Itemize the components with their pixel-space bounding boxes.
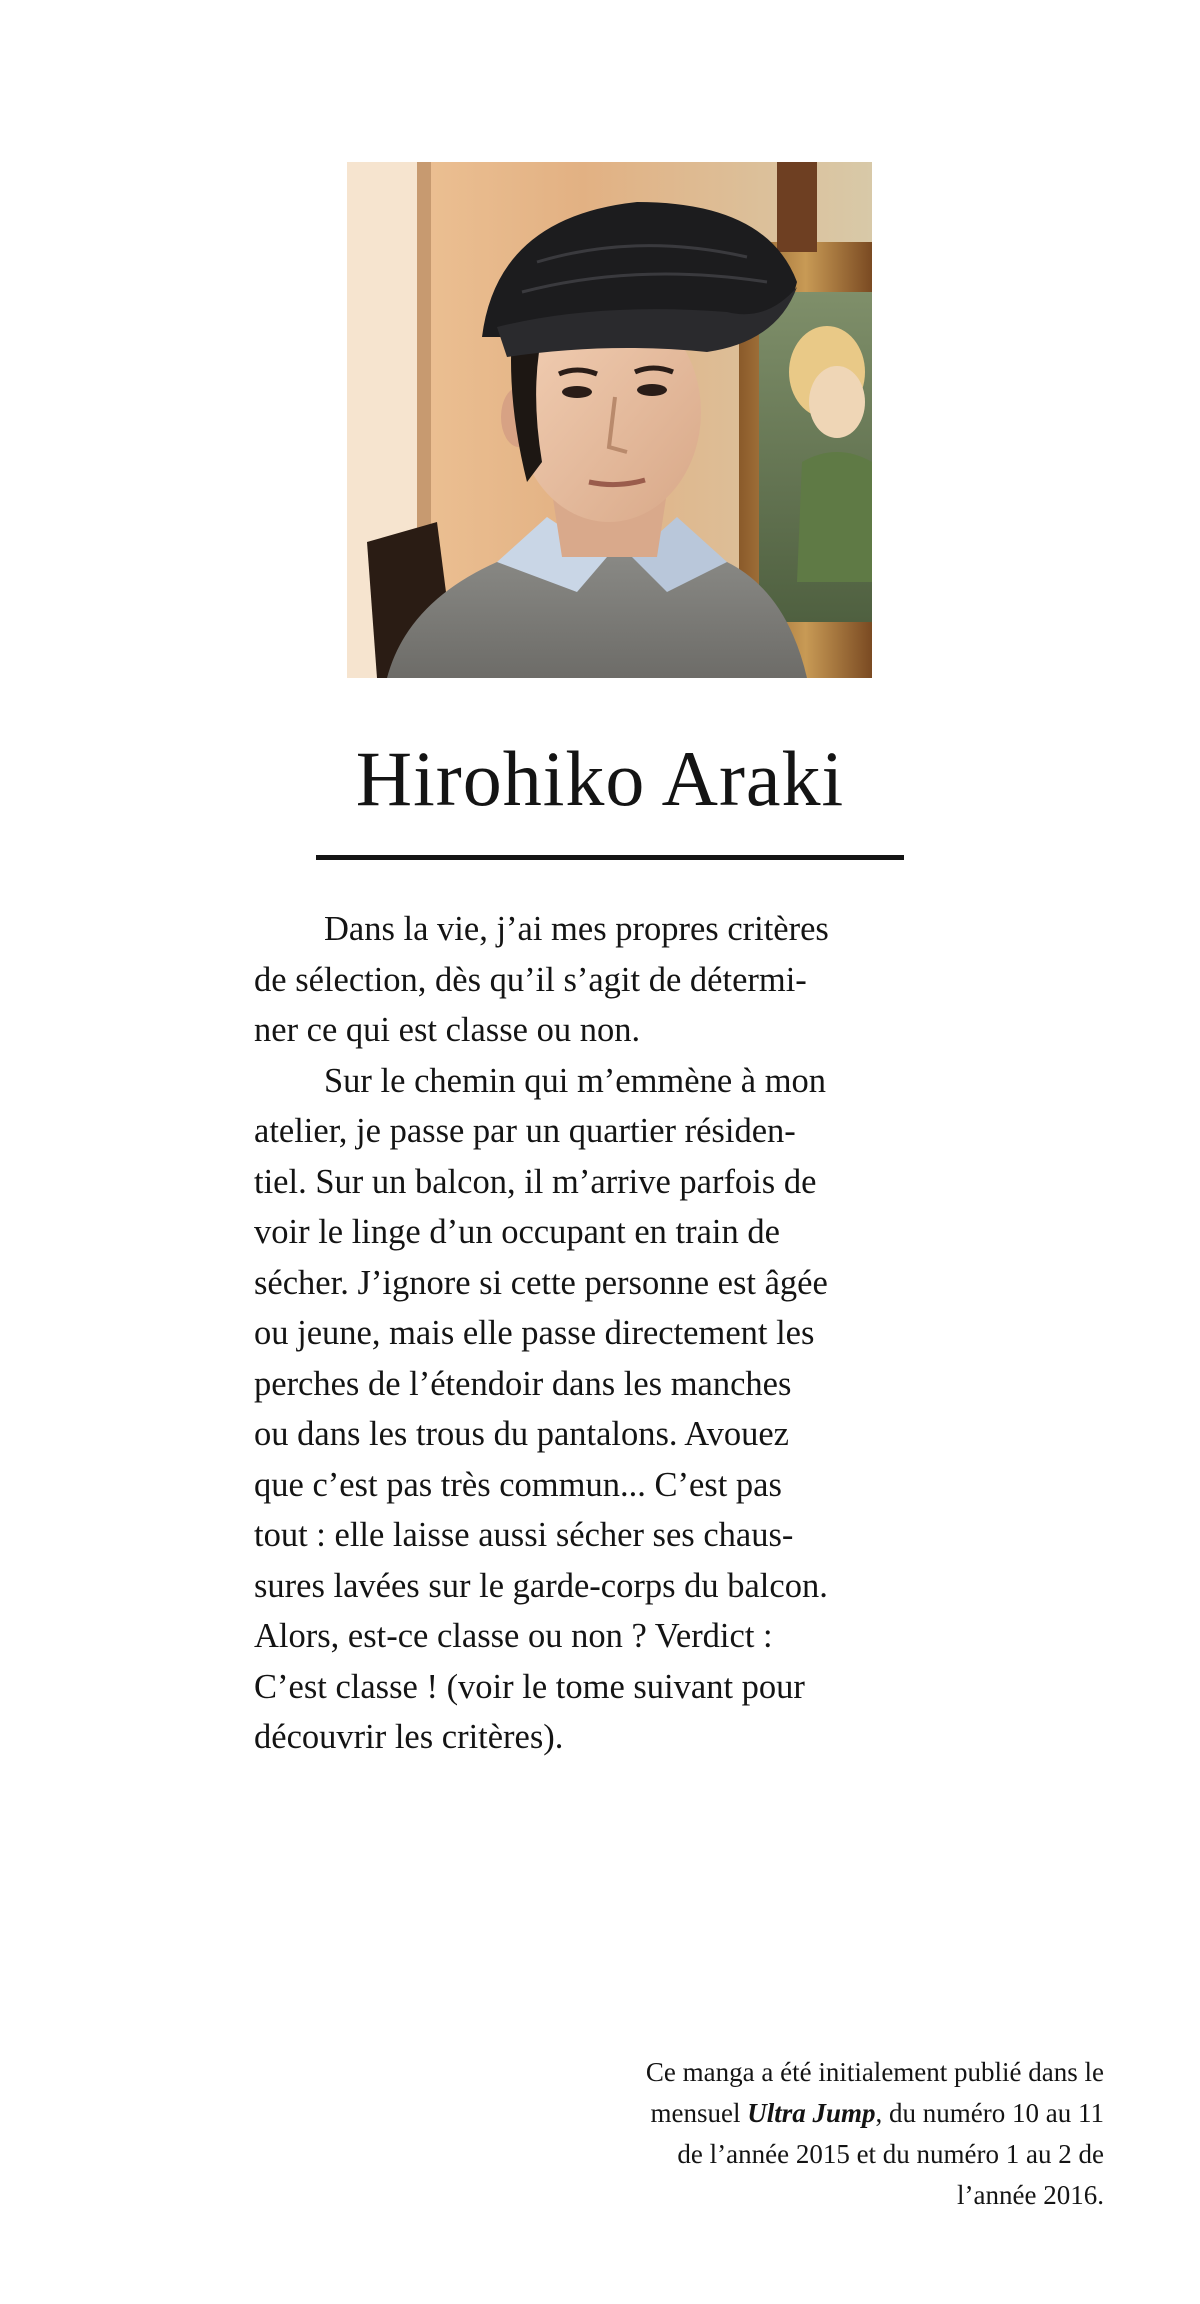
statement-line: Dans la vie, j’ai mes propres critères [324,910,829,948]
publication-note-text: mensuel [650,2098,748,2128]
statement-line: ou jeune, mais elle passe directement les [254,1314,815,1352]
statement-line: sécher. J’ignore si cette personne est âgée [254,1263,828,1302]
statement-line: voir le linge d’un occupant en train de [254,1213,780,1251]
statement-line: sures lavées sur le garde-corps du balcon. [254,1566,828,1605]
publication-note [404,2052,1104,2216]
statement-line: découvrir les critères). [254,1718,564,1756]
portrait-image [347,162,872,678]
statement-line: perches de l’étendoir dans les manches [254,1364,792,1403]
magazine-name: Ultra Jump [747,2098,876,2128]
author-name-title: Hirohiko Araki [355,735,845,822]
statement-line: tiel. Sur un balcon, il m’arrive parfois de [254,1162,817,1201]
statement-line: ou dans les trous du pantalons. Avouez [254,1415,789,1453]
author-portrait-photo [347,162,872,678]
statement-line: atelier, je passe par un quartier résiden- [254,1112,796,1150]
statement-line: tout : elle laisse aussi sécher ses chaus- [254,1516,794,1554]
statement-line: Sur le chemin qui m’emmène à mon [324,1061,827,1100]
statement-line: que c’est pas très commun... C’est pas [254,1465,782,1504]
statement-line: ner ce qui est classe ou non. [254,1011,641,1049]
statement-line: de sélection, dès qu’il s’agit de détermi- [254,960,807,999]
publication-note-line [404,2093,1104,2134]
publication-note-line: Ce manga a été initialement publié dans le [645,2057,1104,2087]
publication-note-line: l’année 2016. [957,2180,1104,2210]
statement-line: Alors, est-ce classe ou non ? Verdict : [254,1617,773,1655]
author-statement [254,904,954,1763]
publication-note-line: de l’année 2015 et du numéro 1 au 2 de [677,2139,1104,2169]
statement-line: C’est classe ! (voir le tome suivant pour [254,1667,805,1706]
publication-note-text: , du numéro 10 au 11 [875,2098,1104,2128]
title-underline-rule [316,855,904,860]
